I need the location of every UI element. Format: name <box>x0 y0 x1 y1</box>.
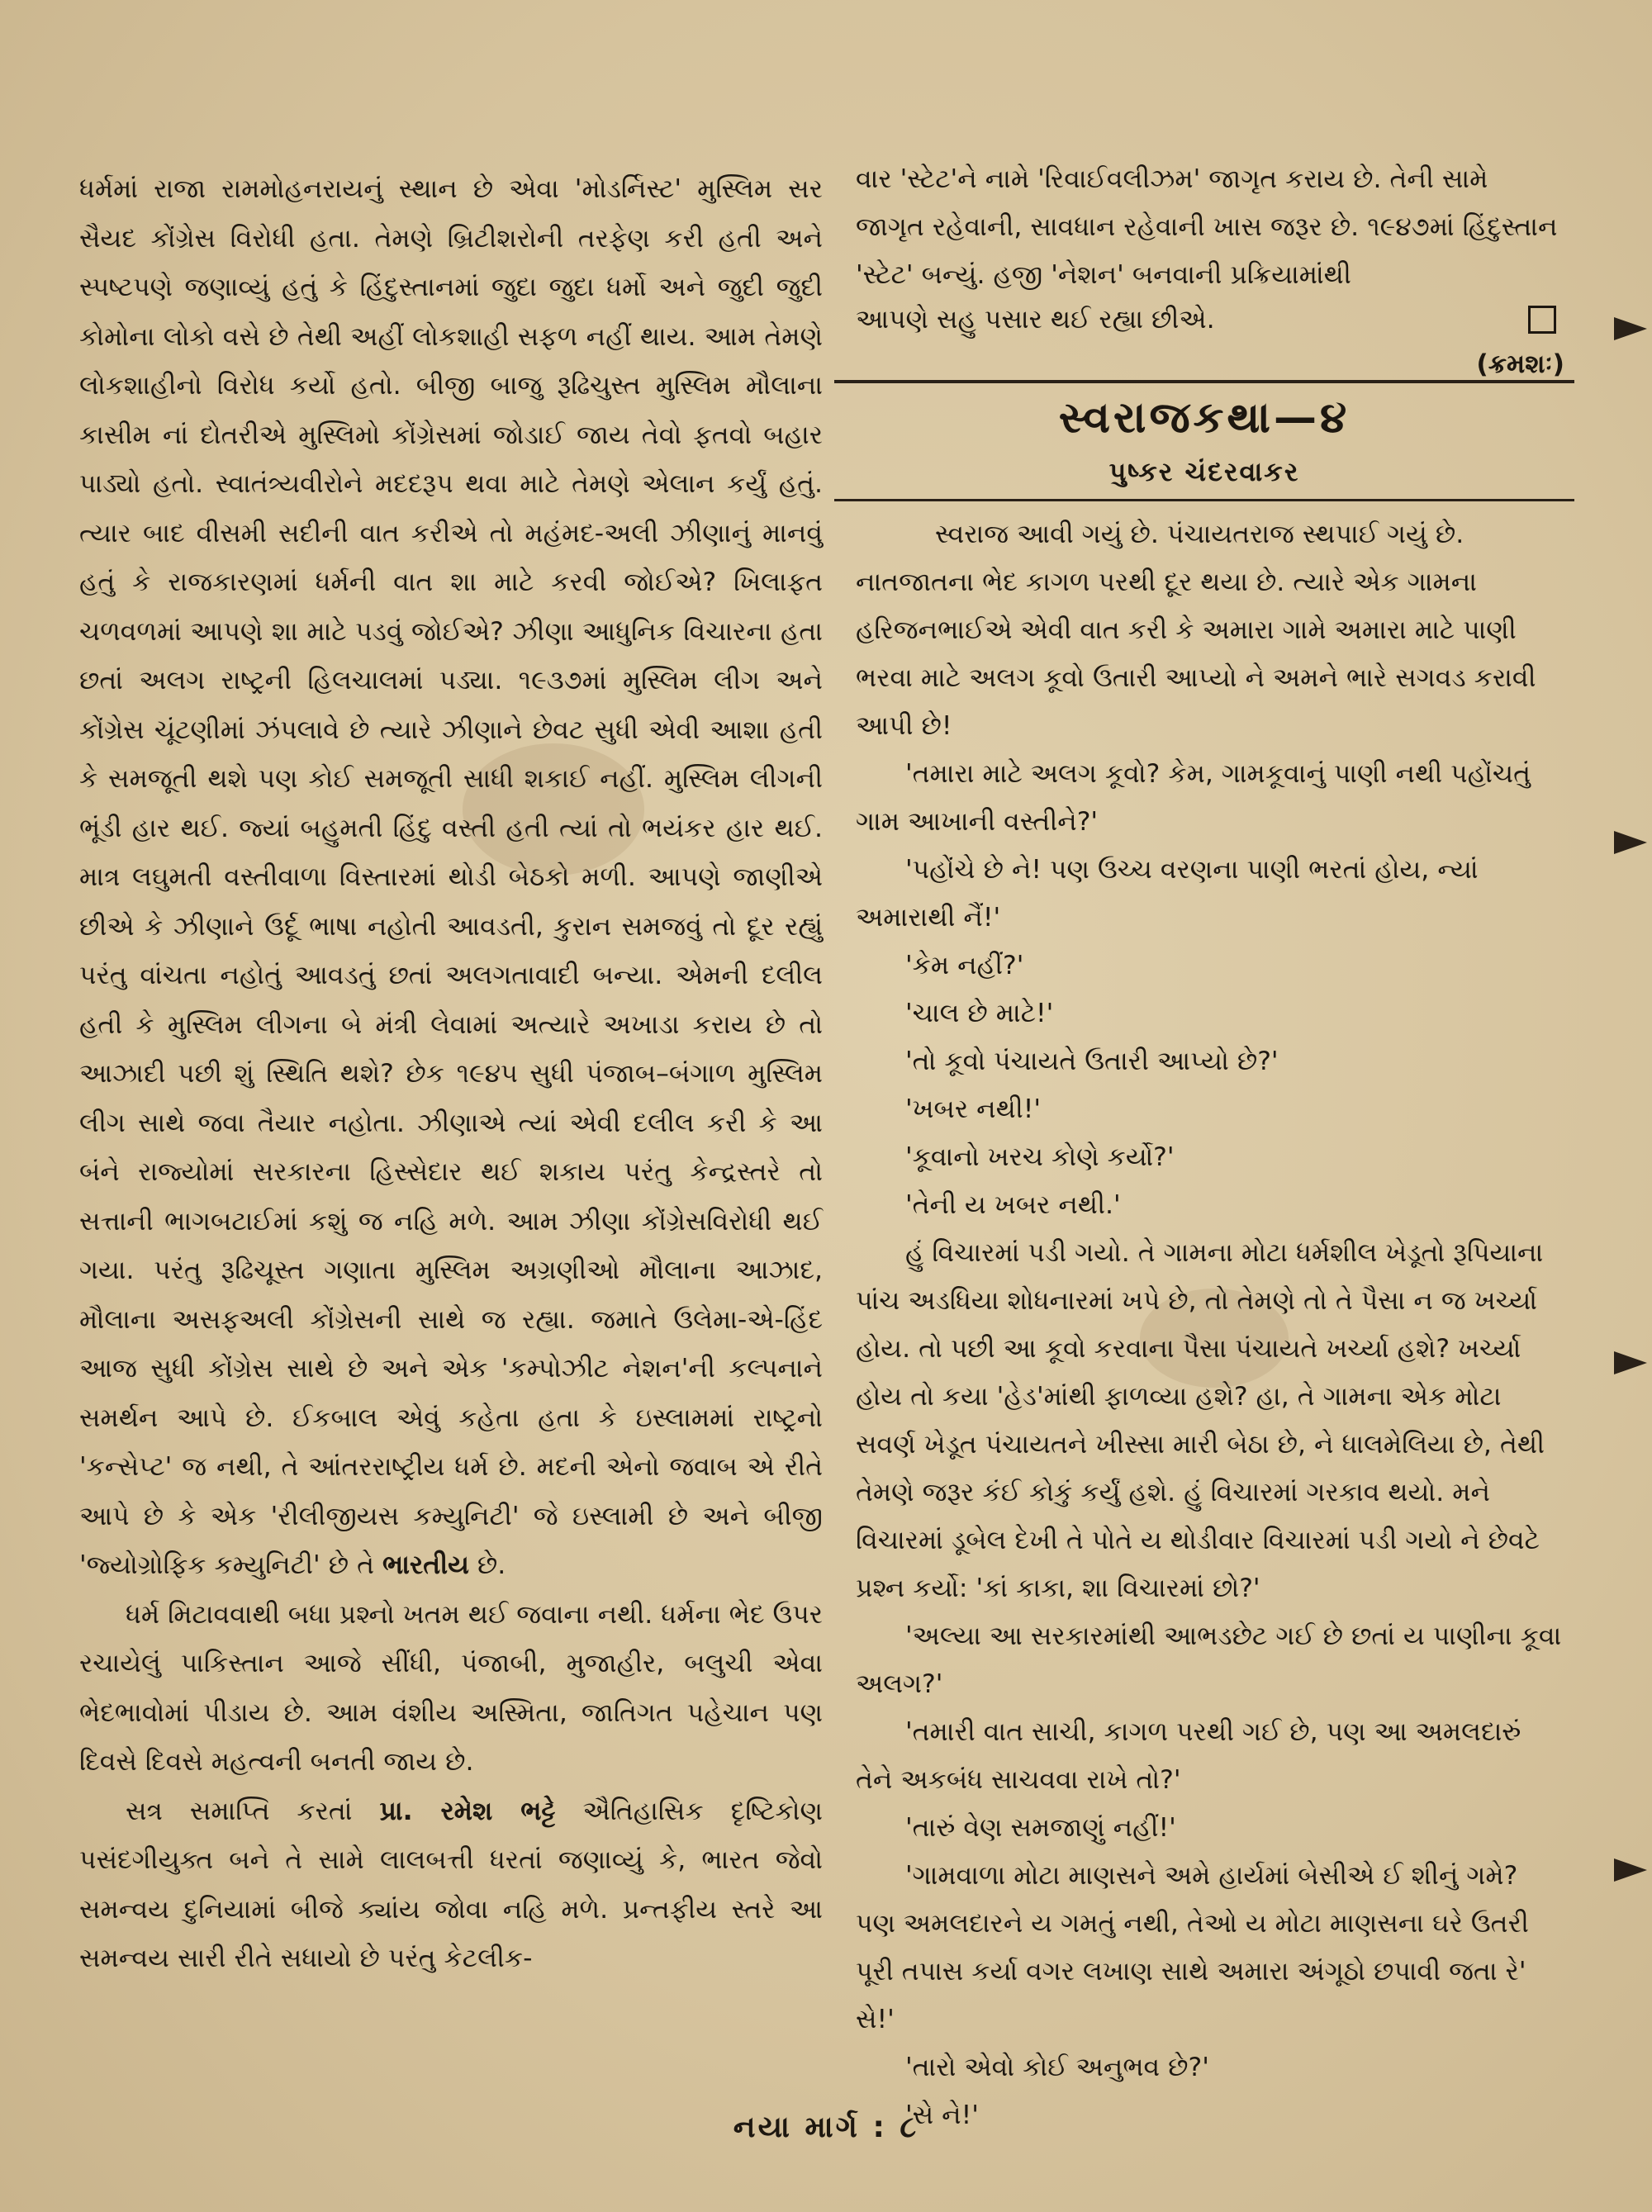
bold-word-bharatiya: ભારતીય <box>382 1550 469 1580</box>
story-body <box>856 510 1564 2139</box>
end-mark-box-icon <box>1528 306 1556 334</box>
story-title: સ્વરાજકથા—૪ <box>1058 393 1351 443</box>
dialog-line: 'તારો એવો કોઈ અનુભવ છે?' <box>905 2053 1209 2082</box>
dialog-line: 'તમારા માટે અલગ કૂવો? કેમ, ગામકૂવાનું પાણી નથી પહોંચતું ગામ આખાની વસ્તીને?' <box>856 759 1531 837</box>
dialog-line: 'તો કૂવો પંચાયતે ઉતારી આપ્યો છે?' <box>905 1047 1279 1076</box>
speaker-name: પ્રા. રમેશ ભટ્ટે <box>379 1796 556 1826</box>
page-footer: નયા માર્ગ : ૮ <box>733 2110 919 2144</box>
left-paragraph-1: ધર્મમાં રાજા રામમોહનરાયનું સ્થાન છે એવા 'મોડર્નિસ્ટ' મુસ્લિમ સર સૈયદ કોંગ્રેસ વિરોધી હતા. તેમણે બ્રિટીશરોની તરફેણ કરી હતી અને સ્પષ્ટપણે જણાવ્યું હતું કે હિંદુસ્તાનમાં જુદા જુદા ધર્મો અને જુદી જુદી કોમોના લોકો વસે છે તેથી અહીં લોકશાહી સફળ નહીં થાય. આમ તેમણે લોકશાહીનો વિરોધ કર્યો હતો. બીજી બાજુ રૂઢિચુસ્ત મુસ્લિમ મૌલાના કાસીમ નાં દોતરીએ મુસ્લિમો કોંગ્રેસમાં જોડાઈ જાય તેવો ફતવો બહાર પાડ્યો હતો. સ્વાતંત્ર્યવીરોને મદદરૂપ થવા માટે તેમણે એલાન કર્યું હતું. ત્યાર બાદ વીસમી સદીની વાત કરીએ તો મહંમદ-અલી ઝીણાનું માનવું હતું કે રાજકારણમાં ધર્મની વાત શા માટે કરવી જોઈએ? ખિલાફત ચળવળમાં આપણે શા માટે પડવું જોઈએ? ઝીણા આધુનિક વિચારના હતા છતાં અલગ રાષ્ટ્રની હિલચાલમાં પડ્યા. ૧૯૩૭માં મુસ્લિમ લીગ અને કોંગ્રેસ ચૂંટણીમાં ઝંપલાવે છે ત્યારે ઝીણાને છેવટ સુધી એવી આશા હતી કે સમજૂતી થશે પણ કોઈ સમજૂતી સાધી શકાઈ નહીં. મુસ્લિમ લીગની ભૂંડી હાર થઈ. જ્યાં બહુમતી હિંદુ વસ્તી હતી ત્યાં તો ભયંકર હાર થઈ. માત્ર લઘુમતી વસ્તીવાળા વિસ્તારમાં થોડી બેઠકો મળી. આપણે જાણીએ છીએ કે ઝીણાને ઉર્દૂ ભાષા નહોતી આવડતી, કુરાન સમજવું તો દૂર રહ્યું પરંતુ વાંચતા નહોતું આવડતું છતાં અલગતાવાદી બન્યા. એમની દલીલ હતી કે મુસ્લિમ લીગના બે મંત્રી લેવામાં અત્યારે અખાડા કરાય છે તો આઝાદી પછી શું સ્થિતિ થશે? છેક ૧૯૪૫ સુધી પંજાબ–બંગાળ મુસ્લિમ લીગ સાથે જવા તૈયાર નહોતા. ઝીણાએ ત્યાં એવી દલીલ કરી કે આ બંને રાજ્યોમાં સરકારના હિસ્સેદાર થઈ શકાય પરંતુ કેન્દ્રસ્તરે તો સત્તાની ભાગબટાઈમાં કશું જ નહિ મળે. આમ ઝીણા કોંગ્રેસવિરોધી થઈ ગયા. પરંતુ રૂઢિચૂસ્ત ગણાતા મુસ્લિમ અગ્રણીઓ મૌલાના આઝાદ, મૌલાના અસફઅલી કોંગ્રેસની સાથે જ રહ્યા. જમાતે ઉલેમા-એ-હિંદ આજ સુધી કોંગ્રેસ સાથે છે અને એક 'કમ્પોઝીટ નેશન'ની કલ્પનાને સમર્થન આપે છે. ઈકબાલ એવું કહેતા હતા કે ઇસ્લામમાં રાષ્ટ્રનો 'કન્સેપ્ટ' જ નથી, તે આંતરરાષ્ટ્રીય ધર્મ છે. મદની એનો જવાબ એ રીતે આપે છે કે એક 'રીલીજીયસ કમ્યુનિટી' જે ઇસ્લામી છે અને બીજી 'જ્યોગ્રોફિક કમ્યુનિટી' છે તે ભારતીય છે. <box>79 174 823 1580</box>
dialog-line: 'તારું વેણ સમજાણું નહીં!' <box>905 1813 1176 1843</box>
dialog-line: 'કૂવાનો ખરચ કોણે કર્યો?' <box>905 1142 1175 1172</box>
dialog-line: 'ખબર નથી!' <box>905 1094 1042 1124</box>
right-top-last-line: આપણે સહુ પસાર થઈ રહ્યા છીએ. <box>856 305 1215 335</box>
dialog-line: 'અલ્યા આ સરકારમાંથી આભડછેટ ગઈ છે છતાં ય પાણીના કૂવા અલગ?' <box>856 1621 1562 1699</box>
right-top-text: વાર 'સ્ટેટ'ને નામે 'રિવાઈવલીઝમ' જાગૃત કરાય છે. તેની સામે જાગૃત રહેવાની, સાવધાન રહેવાની ખાસ જરૂર છે. ૧૯૪૭માં હિંદુસ્તાન 'સ્ટેટ' બન્યું. હજી 'નેશન' બનવાની પ્રક્રિયામાંથી <box>856 164 1558 290</box>
story-paragraph-2: હું વિચારમાં પડી ગયો. તે ગામના મોટા ધર્મશીલ ખેડૂતો રૂપિયાના પાંચ અડધિયા શોધનારમાં ખપે છે, તો તેમણે તો તે પૈસા ન જ ખર્ચ્યા હોય. તો પછી આ કૂવો કરવાના પૈસા પંચાયતે ખર્ચ્યા હશે? ખર્ચ્યા હોય તો કયા 'હેડ'માંથી ફાળવ્યા હશે? હા, તે ગામના એક મોટા સવર્ણ ખેડૂત પંચાયતને ખીસ્સા મારી બેઠા છે, ને ધાલમેલિયા છે, તેથી તેમણે જરૂર કંઈ કોકું કર્યું હશે. હું વિચારમાં ગરકાવ થયો. મને વિચારમાં ડૂબેલ દેખી તે પોતે ય થોડીવાર વિચારમાં પડી ગયો ને છેવટે પ્રશ્ન કર્યો: 'કાં કાકા, શા વિચારમાં છો?' <box>856 1238 1545 1603</box>
dialog-line: 'તમારી વાત સાચી, કાગળ પરથી ગઈ છે, પણ આ અમલદારું તેને અકબંધ સાચવવા રાખે તો?' <box>856 1717 1521 1795</box>
dialog-line: 'પહોંચે છે ને! પણ ઉચ્ચ વરણના પાણી ભરતાં હોય, ન્યાં અમારાથી નૈં!' <box>856 855 1479 933</box>
end-row <box>856 299 1564 340</box>
dialog-line: 'સે ને!' <box>905 2100 979 2130</box>
right-column <box>856 155 1564 388</box>
dialog-line: 'કેમ નહીં?' <box>905 951 1024 980</box>
left-paragraph-2: ધર્મ મિટાવવાથી બધા પ્રશ્નો ખતમ થઈ જવાના નથી. ધર્મના ભેદ ઉપર રચાયેલું પાકિસ્તાન આજે સીંધી, પંજાબી, મુજાહીર, બલુચી એવા ભેદભાવોમાં પીડાય છે. આમ વંશીય અસ્મિતા, જાતિગત પહેચાન પણ દિવસે દિવસે મહત્વની બનતી જાય છે. <box>79 1599 824 1777</box>
continued-label: (ક્રમશઃ) <box>1476 349 1564 379</box>
binding-mark-icon <box>1614 831 1647 854</box>
section-rule-top <box>834 380 1574 383</box>
story-author: પુષ્કર ચંદરવાકર <box>1108 456 1300 487</box>
binding-mark-icon <box>1614 1351 1647 1374</box>
binding-mark-icon <box>1614 317 1647 340</box>
left-paragraph-3: સત્ર સમાપ્તિ કરતાં પ્રા. રમેશ ભટ્ટે ઐતિહાસિક દૃષ્ટિકોણ પસંદગીયુક્ત બને તે સામે લાલબત્તી ધરતાં જણાવ્યું કે, ભારત જેવો સમન્વય દુનિયામાં બીજે ક્યાંય જોવા નહિ મળે. પ્રન્તફીય સ્તરે આ સમન્વય સારી રીતે સધાયો છે પરંતુ કેટલીક- <box>79 1796 823 1973</box>
dialog-line: 'ચાલ છે માટે!' <box>905 999 1054 1028</box>
dialog-line: 'ગામવાળા મોટા માણસને અમે હાર્યમાં બેસીએ ઈ શીનું ગમે? પણ અમલદારને ય ગમતું નથી, તેઓ ય મોટા માણસના ઘરે ઉતરી પૂરી તપાસ કર્યા વગર લખાણ સાથે અમારા અંગૂઠો છપાવી જતા રે' સે!' <box>856 1861 1529 2034</box>
story-paragraph-1: સ્વરાજ આવી ગયું છે. પંચાયતરાજ સ્થપાઈ ગયું છે. નાતજાતના ભેદ કાગળ પરથી દૂર થયા છે. ત્યારે એક ગામના હરિજનભાઈએ એવી વાત કરી કે અમારા ગામે અમારા માટે પાણી ભરવા માટે અલગ કૂવો ઉતારી આપ્યો ને અમને ભારે સગવડ કરાવી આપી છે! <box>856 520 1536 741</box>
binding-mark-icon <box>1614 1858 1647 1882</box>
left-column <box>79 165 823 1984</box>
section-rule-bottom <box>834 499 1574 501</box>
dialog-line: 'તેની ય ખબર નથી.' <box>905 1190 1121 1220</box>
